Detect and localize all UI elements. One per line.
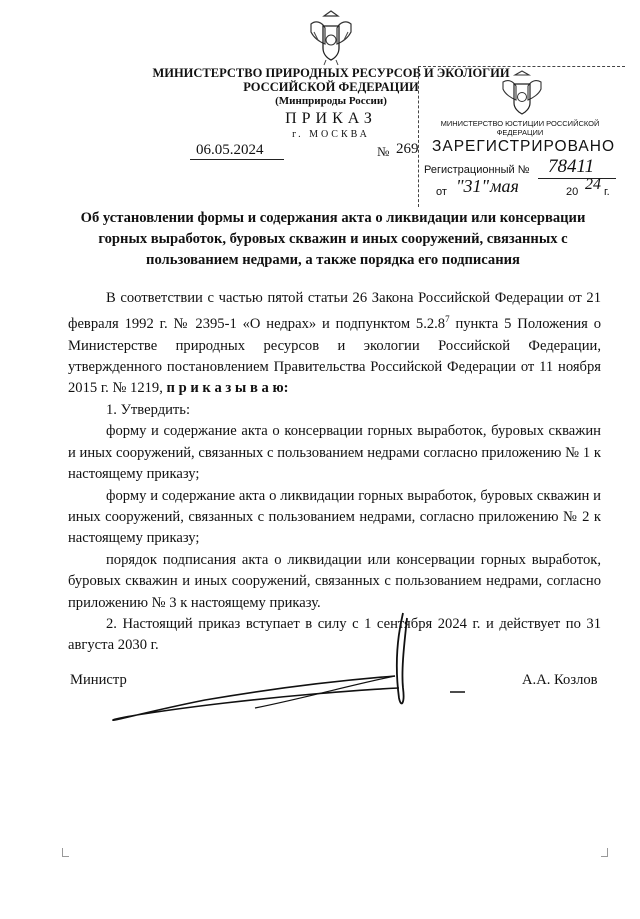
stamp-date-month: мая xyxy=(490,176,519,196)
ministry-short-name: (Минприроды России) xyxy=(275,95,387,107)
stamp-date-prefix: от xyxy=(436,186,447,198)
handwritten-signature xyxy=(105,608,465,728)
ministry-line-1: МИНИСТЕРСТВО ПРИРОДНЫХ РЕСУРСОВ И ЭКОЛОГИИ xyxy=(152,66,510,80)
number-sign: № xyxy=(377,144,390,159)
stamp-registered: ЗАРЕГИСТРИРОВАНО xyxy=(432,138,616,155)
item-1-a: форму и содержание акта о консервации горных выработок, буровых скважин и иных сооружений, связанных с пользованием недрами согласно приложению № 1 к настоящему приказу; xyxy=(68,423,601,483)
signatory-name: А.А. Козлов xyxy=(522,672,598,688)
scan-corner-mark-left xyxy=(62,848,69,857)
ministry-line-2: РОССИЙСКОЙ ФЕДЕРАЦИИ xyxy=(243,80,419,94)
item-1-c: порядок подписания акта о ликвидации или консервации горных выработок, буровых скважин и иных сооружений, связанных с пользованием недрами, согласно приложению № 3 к настоящему приказу. xyxy=(68,551,601,611)
document-body xyxy=(68,288,601,657)
stamp-date-year: 24 xyxy=(585,176,601,193)
paragraph-preamble xyxy=(68,288,601,400)
stamp-date-suffix: г. xyxy=(604,186,610,198)
signatory-position: Министр xyxy=(70,672,127,688)
order-date: 06.05.2024 xyxy=(196,142,264,158)
document-title: Об установлении формы и содержания акта о ликвидации или консервации горных выработок, буровых скважин и иных сооружений, связанных с пользованием недрами, а также порядка его подписания xyxy=(80,210,586,268)
date-underline xyxy=(190,159,284,160)
item-1: 1. Утвердить: xyxy=(106,401,191,418)
preamble-superscript: 7 xyxy=(445,314,450,325)
scan-corner-mark-right xyxy=(601,848,608,857)
stamp-reg-number: 78411 xyxy=(548,156,595,177)
stamp-date-day: "31" xyxy=(456,176,490,196)
stamp-emblem-icon xyxy=(500,70,544,118)
stamp-reg-number-label: Регистрационный № xyxy=(424,164,530,176)
item-2: 2. Настоящий приказ вступает в силу с 1 сентября 2024 г. и действует по 31 августа 2030 г. xyxy=(68,615,601,654)
preamble-text-a: В соответствии с частью пятой статьи 26 Закона Российской Федерации от 21 февраля 1992 г. № 2395-1 «О недрах» и подпунктом 5.2.8 xyxy=(68,290,601,333)
order-word: п р и к а з ы в а ю: xyxy=(166,380,289,397)
order-number: 269 xyxy=(396,141,419,157)
stamp-date-year-prefix: 20 xyxy=(566,186,579,198)
document-type: ПРИКАЗ xyxy=(285,110,377,127)
coat-of-arms-emblem xyxy=(308,10,354,66)
preamble-text-b: пункта 5 Положения о Министерстве природных ресурсов и экологии Российской Федерации, утвержденного постановлением Правительства Российской Федерации от 11 ноября 2015 г. № 1219, xyxy=(68,316,601,397)
item-1-b: форму и содержание акта о ликвидации горных выработок, буровых скважин и иных сооружений, связанных с пользованием недрами, согласно приложению № 2 к настоящему приказу; xyxy=(68,487,601,547)
issue-city: г. МОСКВА xyxy=(292,129,370,140)
stamp-authority: МИНИСТЕРСТВО ЮСТИЦИИ РОССИЙСКОЙ ФЕДЕРАЦИИ xyxy=(440,119,600,137)
stamp-number-underline xyxy=(538,178,616,179)
